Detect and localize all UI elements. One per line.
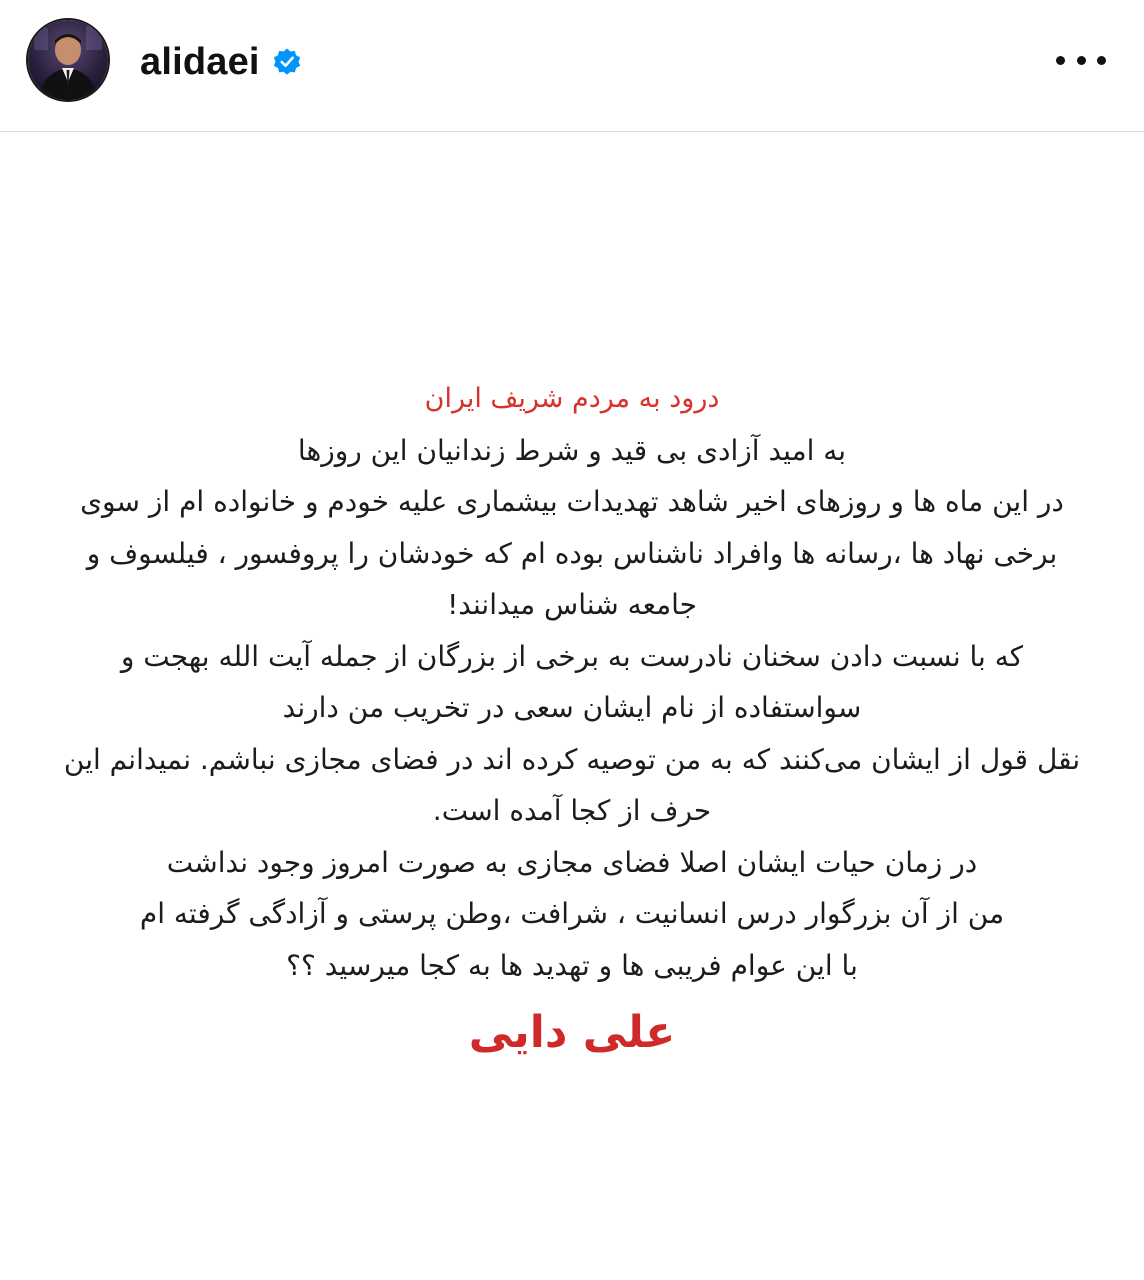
verified-badge-icon [272, 47, 302, 77]
post-line: برخی نهاد ها ،رسانه ها وافراد ناشناس بوده ام که خودشان را پروفسور ، فیلسوف و [86, 536, 1058, 570]
post-line: نقل قول از ایشان می‌کنند که به من توصیه کرده اند در فضای مجازی نباشم. نمیدانم این [63, 742, 1081, 776]
post-line: به امید آزادی بی قید و شرط زندانیان این روزها [297, 433, 847, 467]
post-line: سواستفاده از نام ایشان سعی در تخریب من دارند [282, 691, 862, 724]
post-line: که با نسبت دادن سخنان نادرست به برخی از بزرگان از جمله آیت الله بهجت و [120, 639, 1024, 673]
post-line: جامعه شناس میدانند! [447, 588, 697, 621]
avatar-image [28, 20, 108, 100]
more-options-icon [1056, 56, 1065, 65]
post-text [0, 373, 1144, 991]
post-line: من از آن بزرگوار درس انسانیت ، شرافت ،وطن پرستی و آزادگی گرفته ام [139, 897, 1005, 930]
more-options-button[interactable] [1056, 40, 1106, 80]
post-image [0, 133, 1144, 1280]
post-line: در زمان حیات ایشان اصلا فضای مجازی به صورت امروز وجود نداشت [166, 845, 978, 879]
more-options-icon-dot [1077, 56, 1086, 65]
username[interactable]: alidaei [140, 40, 260, 83]
post-heading: درود به مردم شریف ایران [424, 383, 720, 414]
username-group[interactable] [140, 38, 302, 86]
avatar[interactable] [26, 18, 110, 102]
post-line: حرف از کجا آمده است. [432, 794, 712, 827]
post-line: با این عوام فریبی ها و تهدید ها به کجا میرسید ؟؟ [286, 948, 858, 982]
more-options-icon-dot [1097, 56, 1106, 65]
post-line: در این ماه ها و روزهای اخیر شاهد تهدیدات بیشماری علیه خودم و خانواده ام از سوی [80, 485, 1064, 518]
post-header [0, 0, 1144, 132]
post-signature: علی دایی [468, 1007, 676, 1058]
